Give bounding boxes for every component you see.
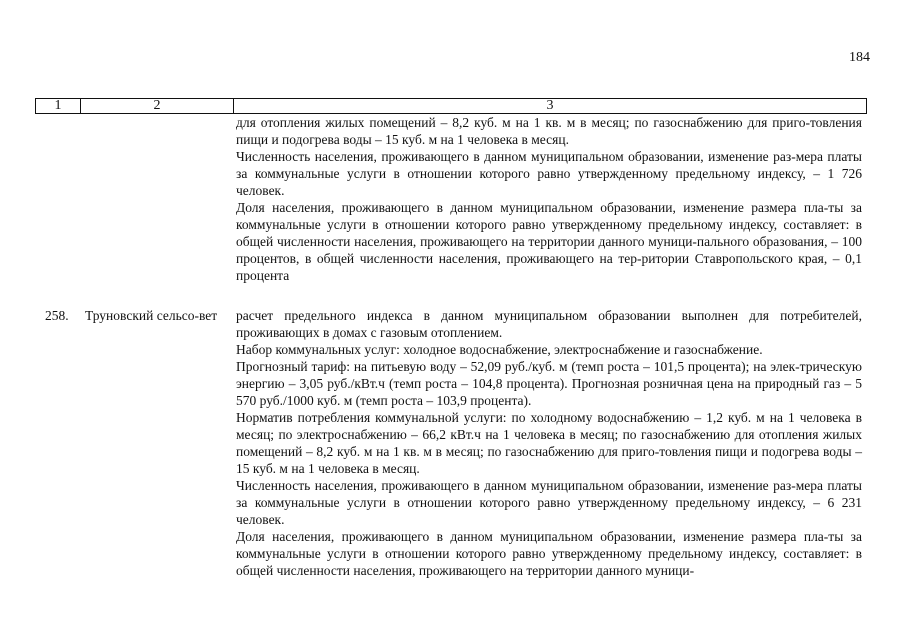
column-header-1: 1 [36, 99, 81, 113]
continuation-paragraph: Доля населения, проживающего в данном муниципальном образовании, изменение размера пла-ты за коммунальные услуги в отношении которого равно утвержденному предельному индексу, составляет: в общей численности населения, проживающего на территории данного муници-пального образования, – 100 процентов, в общей численности населения, проживающего на тер-ритории Ставропольского края, – 0,1 процента [236, 200, 862, 283]
continuation-text [236, 114, 862, 284]
column-header-3: 3 [546, 98, 554, 113]
entry-paragraph: Прогнозный тариф: на питьевую воду – 52,09 руб./куб. м (темп роста – 101,5 процента); на элек-трическую энергию – 3,05 руб./кВт.ч (темп роста – 104,8 процента). Прогнозная розничная цена на природный газ – 5 570 руб./1000 куб. м (темп роста – 103,9 процента). [236, 359, 862, 408]
entry-paragraph: Норматив потребления коммунальной услуги: по холодному водоснабжению – 1,2 куб. м на 1 человека в месяц; по электроснабжению – 66,2 кВт.ч на 1 человека в месяц; по газоснабжению для отопления жилых помещений – 8,2 куб. м на 1 кв. м в месяц; по газоснабжению для приго-товления пищи и подогрева воды – 15 куб. м на 1 человека в месяц. [236, 410, 862, 476]
entry-name: Труновский сельсо-вет [85, 308, 218, 323]
page-number: 184 [849, 50, 870, 65]
entry-paragraph: Численность населения, проживающего в данном муниципальном образовании, изменение раз-мера платы за коммунальные услуги в отношении которого равно утвержденному предельному индексу, – 6 231 человек. [236, 478, 862, 527]
continuation-paragraph: для отопления жилых помещений – 8,2 куб. м на 1 кв. м в месяц; по газоснабжению для приго-товления пищи и подогрева воды – 15 куб. м на 1 человека в месяц. [236, 115, 862, 147]
table-column-header [35, 98, 867, 114]
entry-paragraph: Набор коммунальных услуг: холодное водоснабжение, электроснабжение и газоснабжение. [236, 342, 763, 357]
entry-paragraph: расчет предельного индекса в данном муниципальном образовании выполнен для потребителей, проживающих в домах с газовым отоплением. [236, 308, 862, 340]
entry-description [236, 307, 862, 579]
continuation-paragraph: Численность населения, проживающего в данном муниципальном образовании, изменение раз-мера платы за коммунальные услуги в отношении которого равно утвержденному предельному индексу, – 1 726 человек. [236, 149, 862, 198]
entry-number: 258. [45, 308, 69, 323]
entry-paragraph: Доля населения, проживающего в данном муниципальном образовании, изменение размера пла-ты за коммунальные услуги в отношении которого равно утвержденному предельному индексу, составляет: в общей численности населения, проживающего на территории данного муници- [236, 529, 862, 578]
column-header-2: 2 [81, 99, 234, 113]
